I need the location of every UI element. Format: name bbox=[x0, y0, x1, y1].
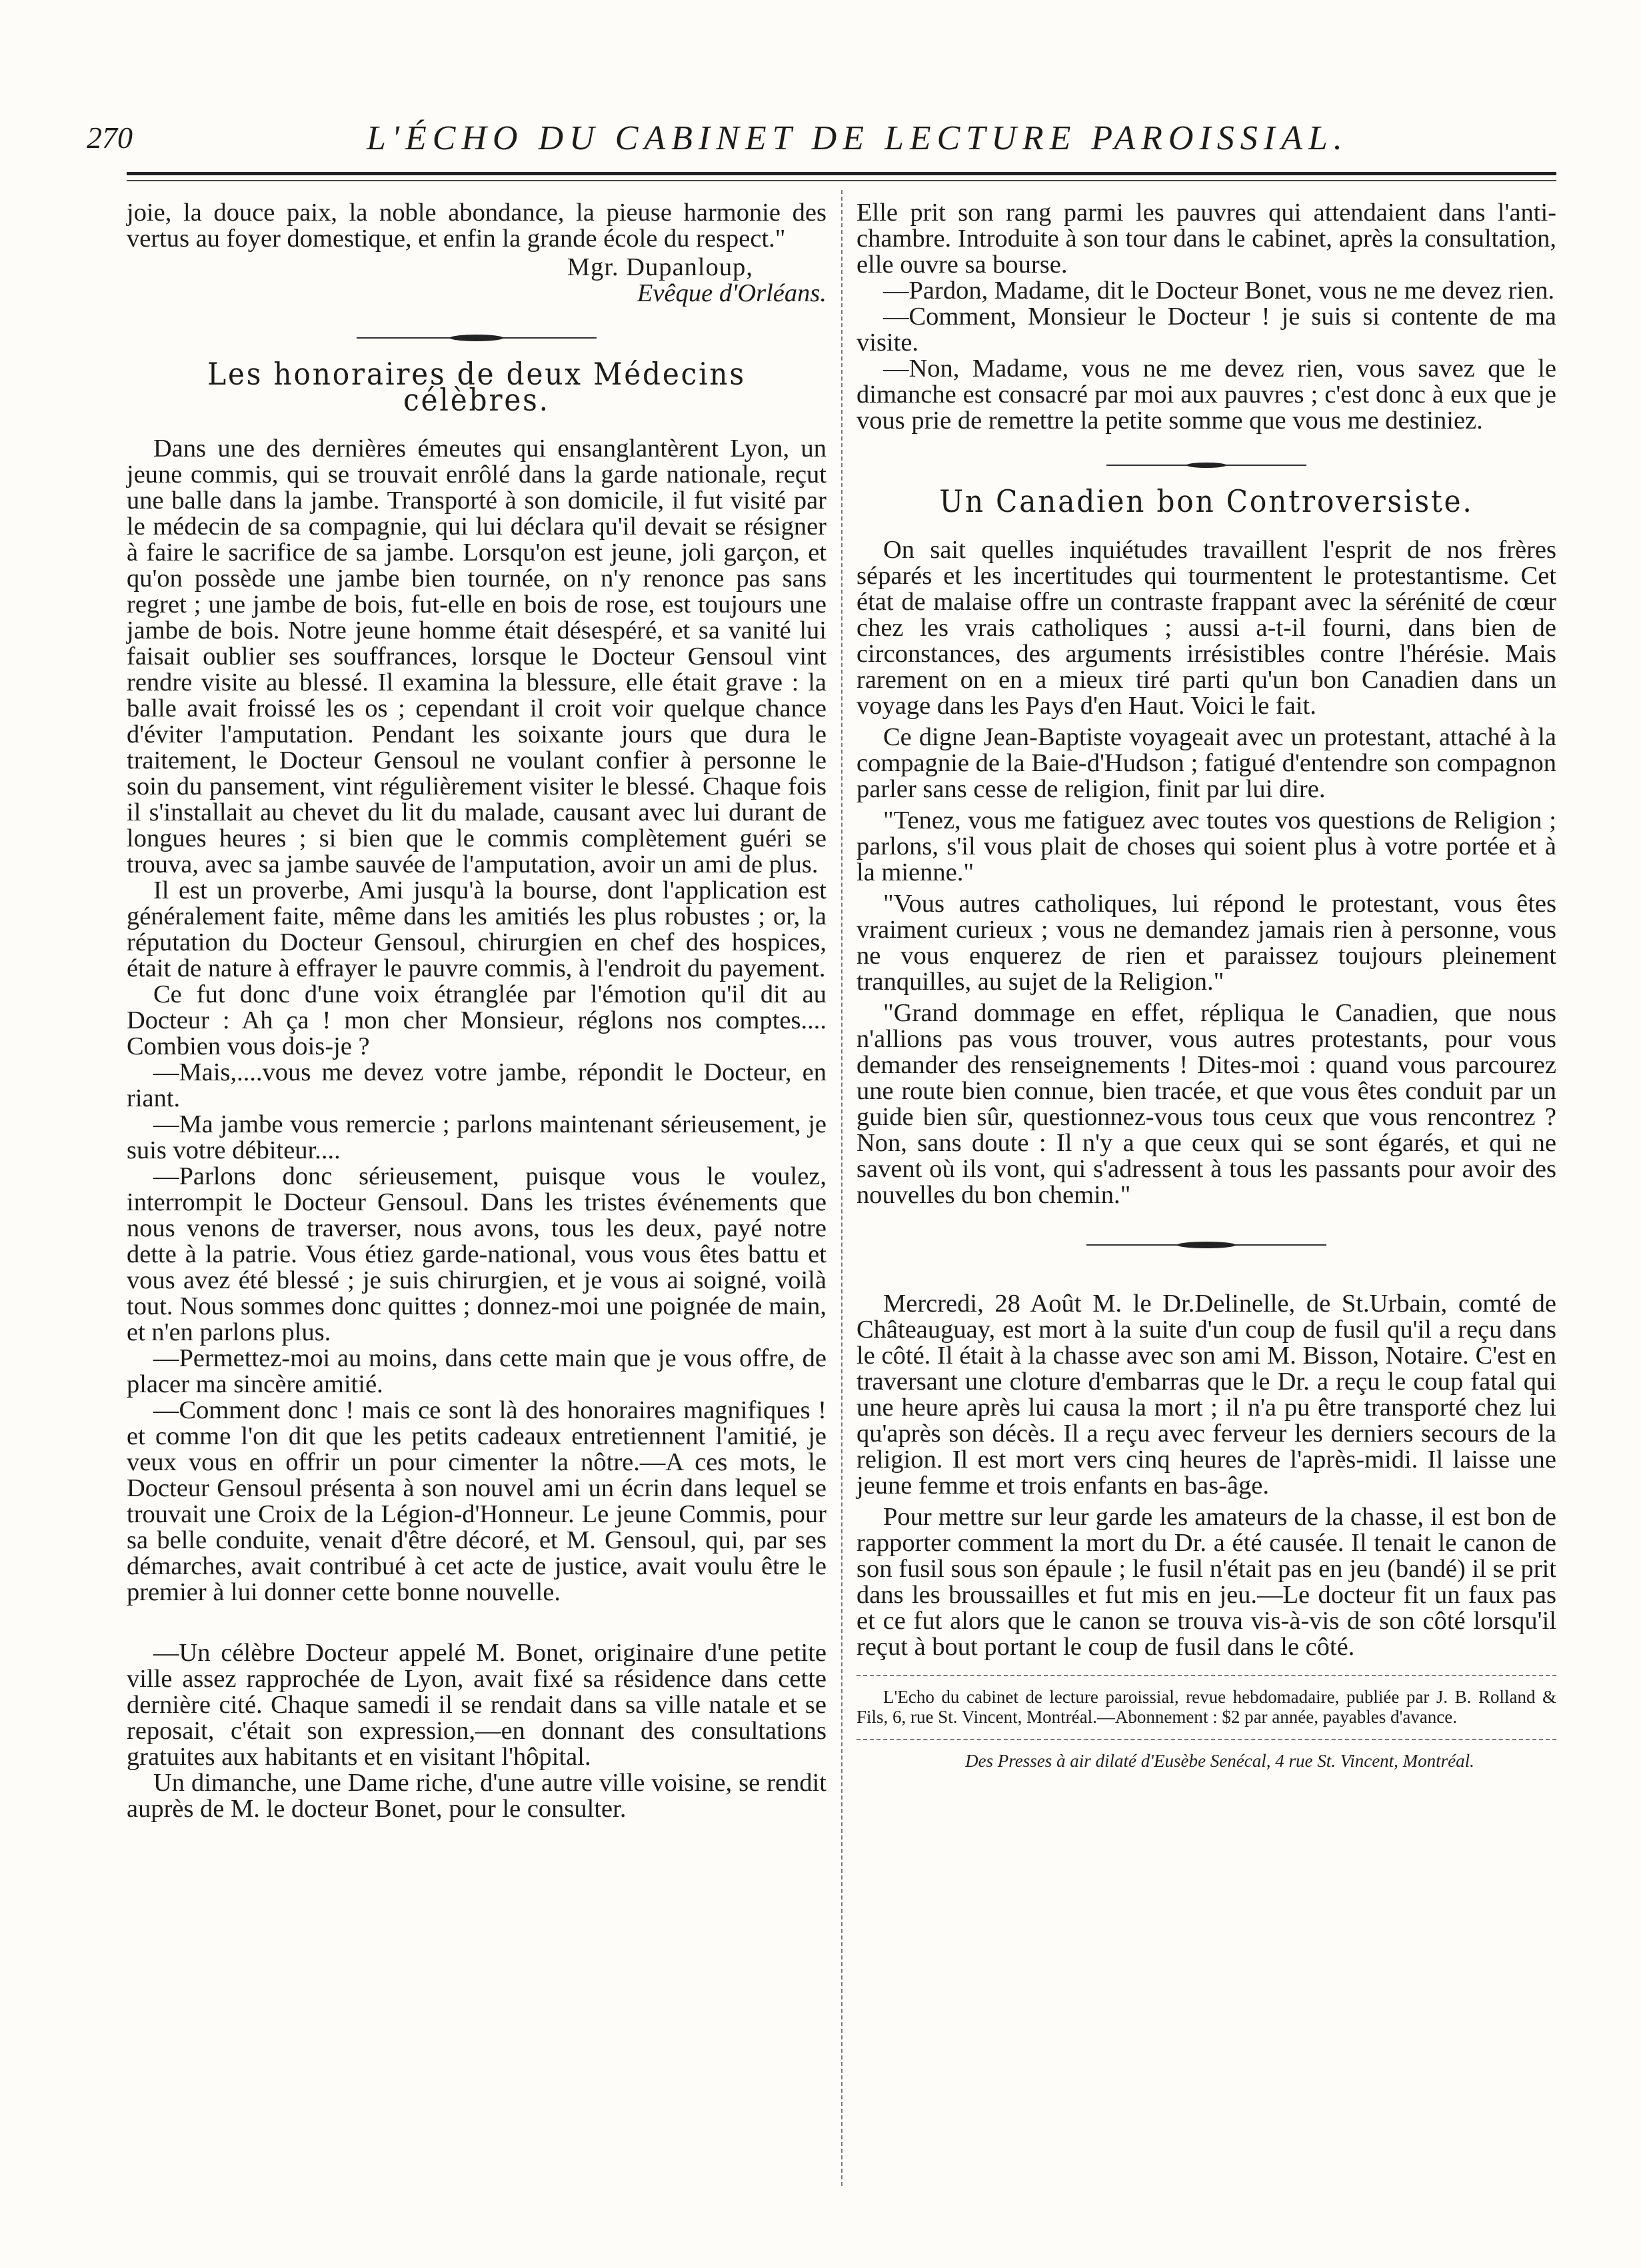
paragraph: Dans une des dernières émeutes qui ensanglantèrent Lyon, un jeune commis, qui se trouvait enrôlé dans la garde nationale, reçut une balle dans la jambe. Transporté à son domicile, il fut visité par le médecin de sa compagnie, qui lui déclara qu'il devait se résigner à faire le sacrifice de sa jambe. Lorsqu'on est jeune, joli garçon, et qu'on possède une jambe bien tournée, on n'y renonce pas sans regret ; une jambe de bois, fut-elle en bois de rose, est toujours une jambe de bois. Notre jeune homme était désespéré, et sa vanité lui faisait oublier ses souffrances, lorsque le Docteur Gensoul vint rendre visite au blessé. Il examina la blessure, elle était grave : la balle avait froissé les os ; cependant il croit voir quelque chance d'éviter l'amputation. Pendant les soixante jours que dura le traitement, le Docteur Gensoul ne voulant confier à personne le soin du pansement, vint régulièrement visiter le blessé. Chaque fois il s'installait au chevet du lit du malade, causant avec lui durant de longues heures ; si bien que le commis complètement guéri se trouva, avec sa jambe sauvée de l'amputation, avoir un ami de plus. bbox=[127, 435, 826, 878]
right-column bbox=[856, 200, 1556, 1774]
paragraph: Mercredi, 28 Août M. le Dr.Delinelle, de St.Urbain, comté de Châteauguay, est mort à la suite d'un coup de fusil qu'il a reçu dans le côté. Il était à la chasse avec son ami M. Bisson, Notaire. C'est en traversant une cloture d'embarras que le Dr. a reçu le coup fatal qui une heure après lui causa la mort ; il n'a pu être transporté chez lui qu'après son décès. Il a reçu avec ferveur les derniers secours de la religion. Il est mort vers cinq heures de l'après-midi. Il laisse une jeune femme et trois enfants en bas-âge. bbox=[856, 1290, 1556, 1500]
page-header bbox=[87, 113, 1563, 173]
paragraph: Ce fut donc d'une voix étranglée par l'émotion qu'il dit au Docteur : Ah ça ! mon cher Monsieur, réglons nos comptes.... Combien vous dois-je ? bbox=[127, 980, 826, 1060]
article-title-medecins: Les honoraires de deux Médecins célèbres. bbox=[207, 356, 746, 418]
article-body-canadien bbox=[856, 537, 1556, 1208]
paragraph: —Comment donc ! mais ce sont là des honoraires magnifiques ! et comme l'on dit que les petits cadeaux entretiennent l'amitié, je veux vous en offrir un pour cimenter la nôtre.—A ces mots, le Docteur Gensoul présenta à son nouvel ami un écrin dans lequel se trouvait une Croix de la Légion-d'Honneur. Le jeune Commis, pour sa belle conduite, venait d'être décoré, et M. Gensoul, qui, par ses démarches, avait contribué à cet acte de justice, avait voulu être le premier à lui donner cette bonne nouvelle. bbox=[127, 1396, 826, 1606]
signature-title: Evêque d'Orléans. bbox=[637, 279, 826, 307]
column-separator bbox=[841, 190, 842, 2186]
page-number: 270 bbox=[87, 121, 133, 155]
news-item-delinelle bbox=[856, 1291, 1556, 1660]
header-rule bbox=[127, 172, 1556, 175]
ornament-divider bbox=[856, 451, 1556, 471]
header-rule-thin bbox=[127, 180, 1556, 181]
paragraph: Ce digne Jean-Baptiste voyageait avec un protestant, attaché à la compagnie de la Baie-d'Hudson ; fatigué d'entendre son compagnon parler sans cesse de religion, finit par lui dire. bbox=[856, 723, 1556, 803]
running-title: L'ÉCHO DU CABINET DE LECTURE PAROISSIAL. bbox=[367, 119, 1348, 157]
paragraph: On sait quelles inquiétudes travaillent l'esprit de nos frères séparés et les incertitudes qui tourmentent le protestantisme. Cet état de malaise offre un contraste frappant avec la sérénité de cœur chez les vrais catholiques ; aussi a-t-il fourni, dans bien de circonstances, des arguments irrésistibles contre l'hérésie. Mais rarement on en a mieux tiré parti qu'un bon Canadien dans un voyage dans les Pays d'en Haut. Voici le fait. bbox=[856, 536, 1556, 720]
signature-name: Mgr. Dupanloup, bbox=[567, 253, 753, 281]
paragraph: Il est un proverbe, Ami jusqu'à la bourse, dont l'application est généralement faite, même dans les amitiés les plus robustes ; or, la réputation du Docteur Gensoul, chirurgien en chef des hospices, était de nature à effrayer le pauvre commis, à l'endroit du payement. bbox=[127, 876, 826, 982]
paragraph: —Un célèbre Docteur appelé M. Bonet, originaire d'une petite ville assez rapprochée de Lyon, avait fixé sa résidence dans cette dernière cité. Chaque samedi il se rendait dans sa ville natale et se reposait, c'était son expression,—en donnant des consultations gratuites aux habitants et en visitant l'hôpital. bbox=[127, 1639, 826, 1771]
publication-imprint: L'Echo du cabinet de lecture paroissial, revue hebdomadaire, publiée par J. B. Rolland & Fils, 6, rue St. Vincent, Montréal.—Abonnement : $2 par année, payables d'avance. bbox=[856, 1687, 1556, 1727]
paragraph: "Vous autres catholiques, lui répond le protestant, vous êtes vraiment curieux ; vous ne demandez jamais rien à personne, vous ne vous enquerez de rien et paraissez toujours pleinement tranquilles, au sujet de la Religion." bbox=[856, 890, 1556, 996]
ornament-divider bbox=[127, 324, 826, 344]
intro-paragraph: joie, la douce paix, la noble abondance, la pieuse harmonie des vertus au foyer domestique, et enfin la grande école du respect." bbox=[127, 199, 826, 253]
article-body-medecins bbox=[127, 436, 826, 1606]
paragraph: Un dimanche, une Dame riche, d'une autre ville voisine, se rendit auprès de M. le docteur Bonet, pour le consulter. bbox=[127, 1769, 826, 1823]
paragraph: "Grand dommage en effet, répliqua le Canadien, que nous n'allions pas vous trouver, vous autres protestants, pour vous demander des renseignements ! Dites-moi : quand vous parcourez une route bien connue, bien tracée, et que vous êtes conduit par un guide bien sûr, questionnez-vous tous ceux que vous rencontrez ? Non, sans doute : Il n'y a que ceux qui se sont égarés, et qui ne savent où ils vont, qui s'adressent à tous les passants pour avoir des nouvelles du bon chemin." bbox=[856, 999, 1556, 1209]
paragraph: —Parlons donc sérieusement, puisque vous le voulez, interrompit le Docteur Gensoul. Dans les tristes événements que nous venons de traverser, nous avons, tous les deux, payé notre dette à la patrie. Vous étiez garde-national, vous vous êtes battu et vous avez été blessé ; je suis chirurgien, et je vous ai soigné, voilà tout. Nous sommes donc quittes ; donnez-moi une poignée de main, et n'en parlons plus. bbox=[127, 1162, 826, 1346]
paragraph: Pour mettre sur leur garde les amateurs de la chasse, il est bon de rapporter comment la mort du Dr. a été causée. Il tenait le canon de son fusil sous son épaule ; le fusil n'était pas en jeu (bandé) il se prit dans les broussailles et fut mis en jeu.—Le docteur fit un faux pas et ce fut alors que le canon se trouva vis-à-vis de son côté lorsqu'il reçut à bout portant le coup de fusil dans le côté. bbox=[856, 1503, 1556, 1661]
paragraph: —Non, Madame, vous ne me devez rien, vous savez que le dimanche est consacré par moi aux pauvres ; c'est donc à eux que je vous prie de remettre la petite somme que vous me destiniez. bbox=[856, 355, 1556, 435]
article-title-canadien: Un Canadien bon Controversiste. bbox=[939, 483, 1474, 519]
paragraph: —Mais,....vous me devez votre jambe, répondit le Docteur, en riant. bbox=[127, 1058, 826, 1112]
footer-rule bbox=[856, 1675, 1556, 1676]
paragraph: —Comment, Monsieur le Docteur ! je suis si contente de ma visite. bbox=[856, 303, 1556, 357]
paragraph: —Ma jambe vous remercie ; parlons maintenant sérieusement, je suis votre débiteur.... bbox=[127, 1110, 826, 1164]
section-gap bbox=[127, 1606, 826, 1640]
article-body-bonet bbox=[127, 1640, 826, 1822]
paragraph: —Pardon, Madame, dit le Docteur Bonet, vous ne me devez rien. bbox=[883, 277, 1555, 305]
paragraph: —Permettez-moi au moins, dans cette main que je vous offre, de placer ma sincère amitié. bbox=[127, 1344, 826, 1398]
press-line: Des Presses à air dilaté d'Eusèbe Senécal, 4 rue St. Vincent, Montréal. bbox=[965, 1751, 1474, 1771]
ornament-divider bbox=[856, 1231, 1556, 1251]
signature bbox=[127, 255, 826, 307]
paragraph: "Tenez, vous me fatiguez avec toutes vos questions de Religion ; parlons, s'il vous plait de choses qui soient plus à votre portée et à la mienne." bbox=[856, 806, 1556, 886]
paragraph: Elle prit son rang parmi les pauvres qui attendaient dans l'anti-chambre. Introduite à son tour dans le cabinet, après la consultation, elle ouvre sa bourse. bbox=[856, 199, 1556, 279]
left-column bbox=[127, 200, 826, 1822]
footer-rule bbox=[856, 1739, 1556, 1740]
